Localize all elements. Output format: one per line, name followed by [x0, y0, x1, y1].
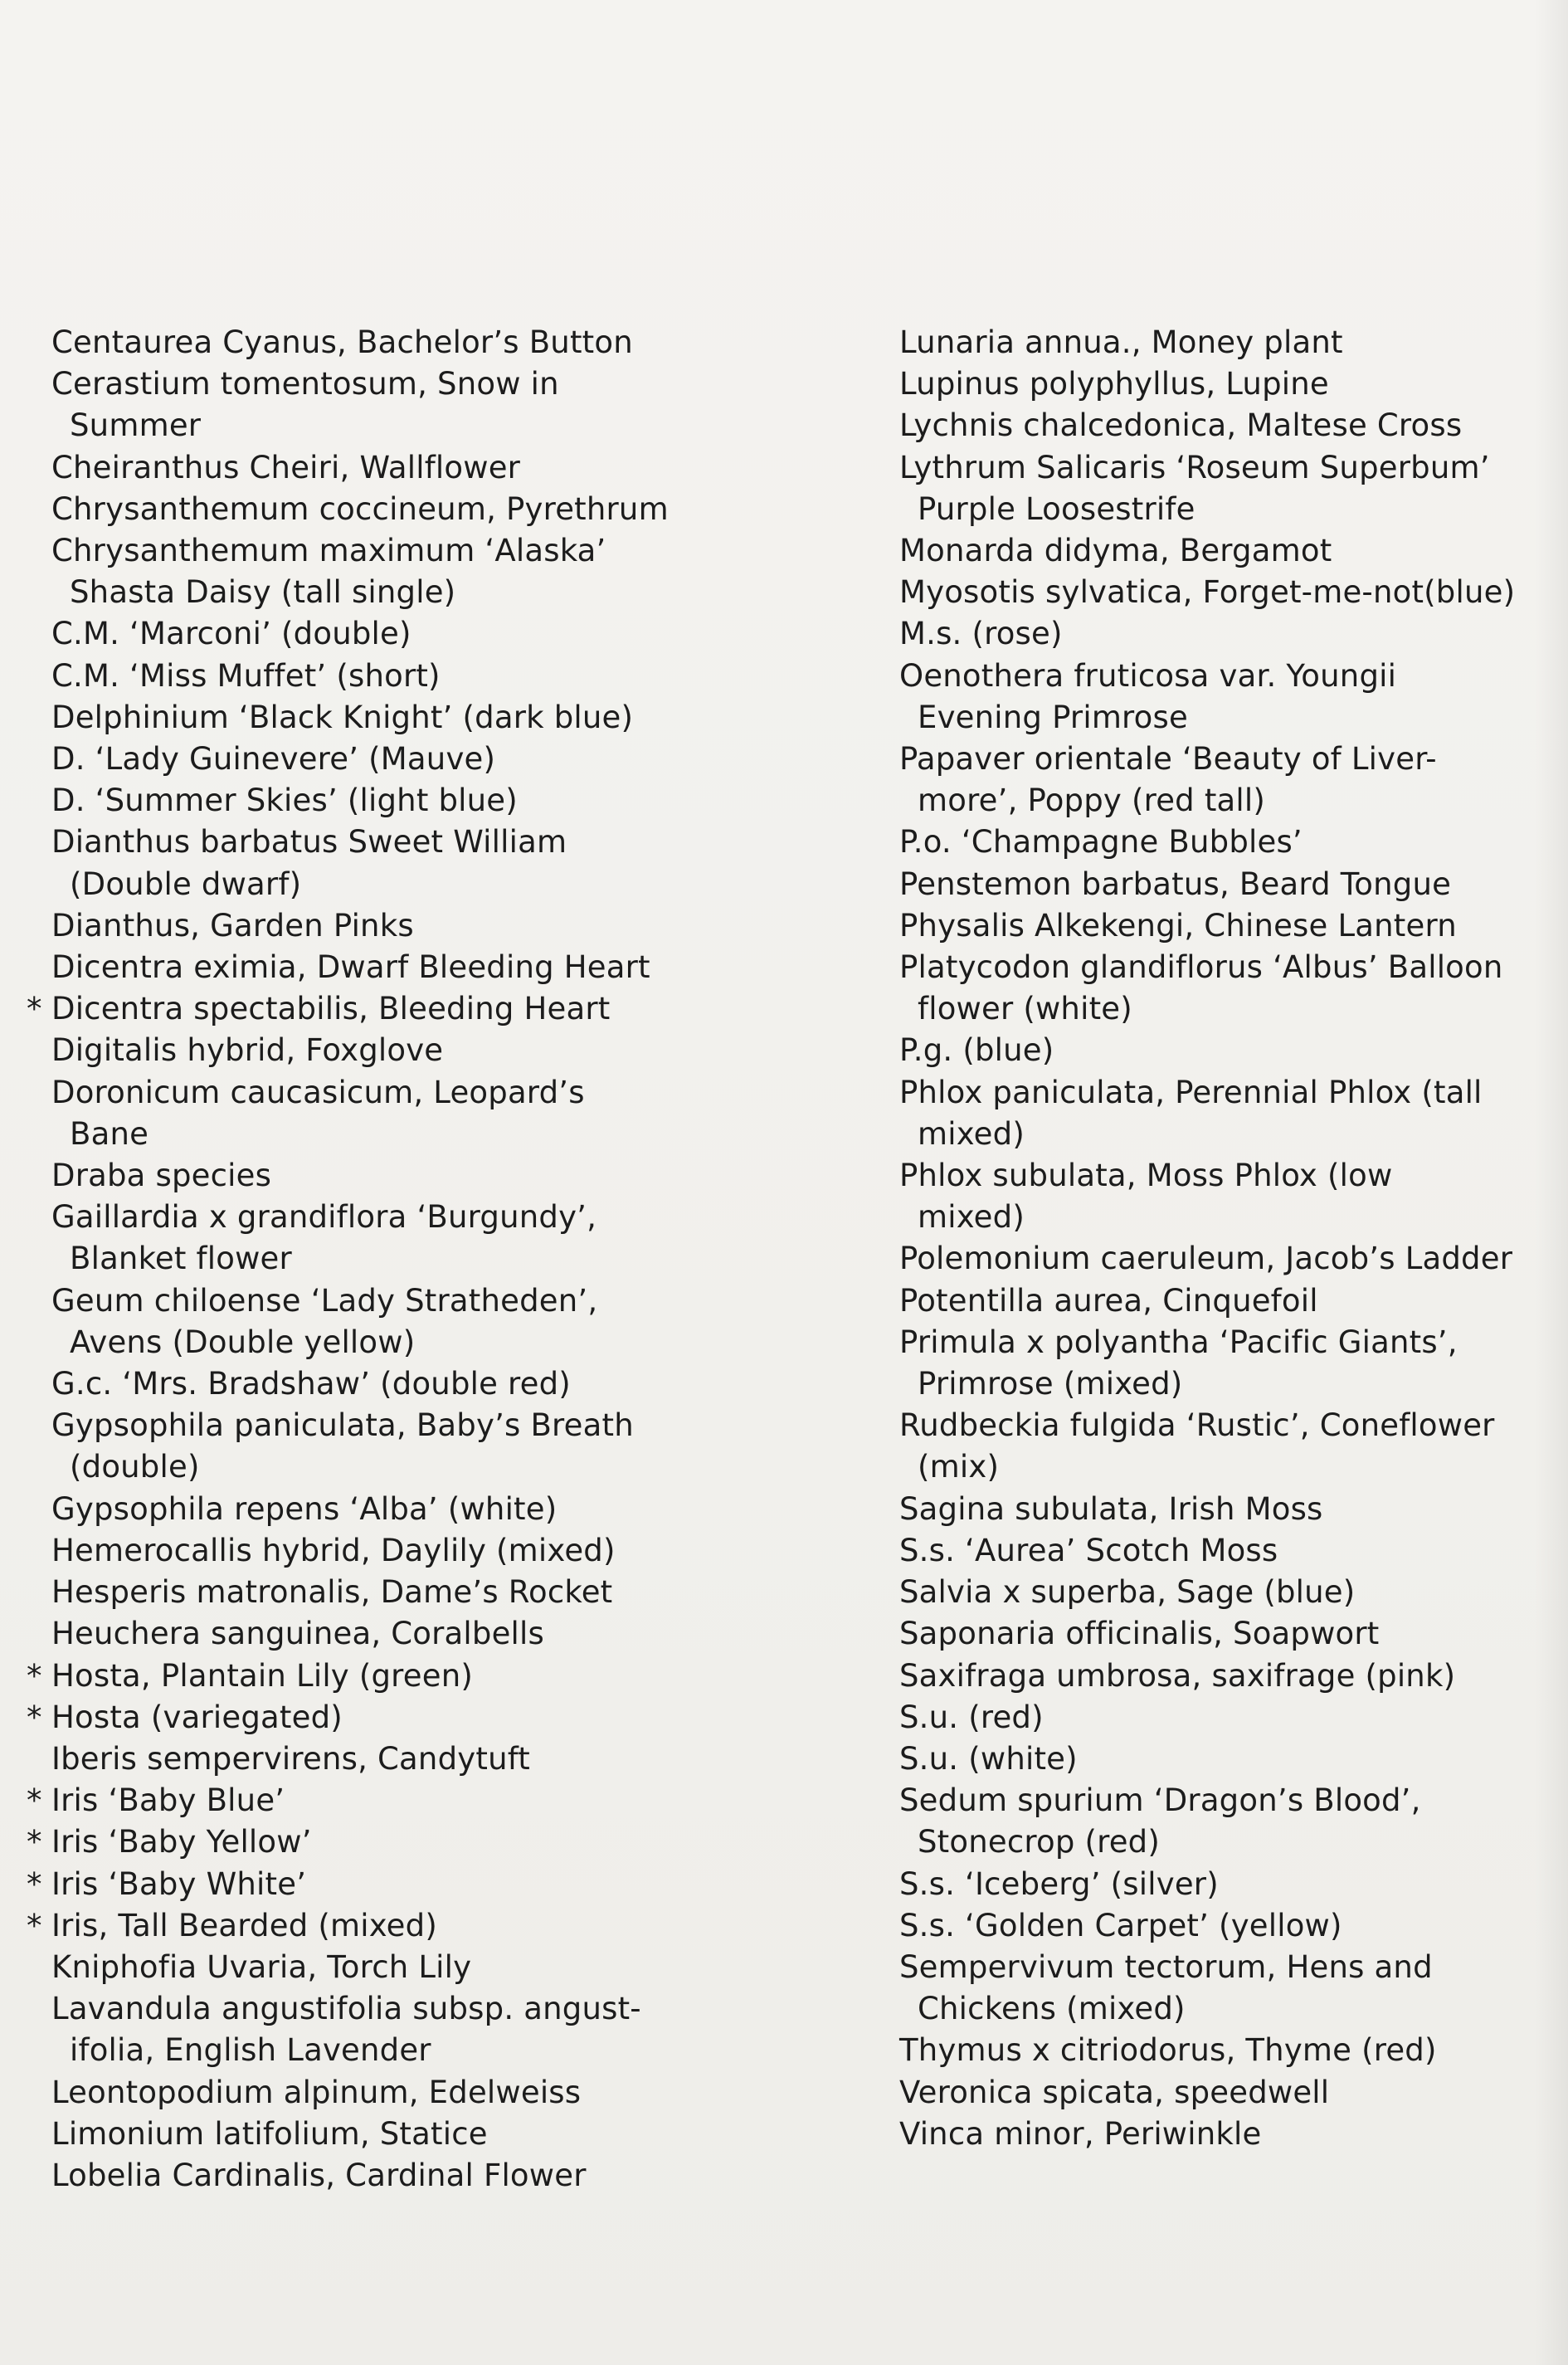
plant-entry	[898, 1864, 1553, 1905]
plant-entry	[50, 822, 879, 863]
plant-entry	[50, 322, 879, 363]
plant-entry	[50, 530, 879, 572]
plant-entry-text: Leontopodium alpinum, Edelweiss	[51, 2074, 582, 2110]
plant-entry	[50, 489, 879, 530]
plant-entry-text: Summer	[70, 407, 202, 444]
plant-entry-text: Sagina subulata, Irish Moss	[899, 1490, 1323, 1527]
plant-entry-text: Iris, Tall Bearded (mixed)	[51, 1907, 437, 1943]
plant-entry	[50, 1738, 879, 1780]
plant-entry-text: Stonecrop (red)	[918, 1824, 1160, 1860]
plant-entry-text: Hemerocallis hybrid, Daylily (mixed)	[51, 1532, 616, 1568]
plant-entry-text: Papaver orientale ‘Beauty of Liver-	[899, 741, 1437, 778]
plant-entry	[50, 1155, 879, 1197]
plant-entry	[50, 1405, 879, 1446]
plant-entry	[50, 1572, 879, 1613]
plant-entry-text: Chrysanthemum maximum ‘Alaska’	[51, 533, 606, 569]
plant-entry	[898, 2072, 1553, 2114]
plant-entry	[898, 1030, 1553, 1071]
plant-entry	[50, 2072, 879, 2114]
plant-entry-text: Polemonium caeruleum, Jacob’s Ladder	[899, 1241, 1513, 1277]
plant-entry-continuation	[50, 405, 879, 446]
plant-entry-text: Hesperis matronalis, Dame’s Rocket	[51, 1574, 613, 1611]
plant-entry	[50, 1363, 879, 1405]
plant-entry-text: Phlox paniculata, Perennial Phlox (tall	[899, 1074, 1483, 1110]
plant-entry-text: Penstemon barbatus, Beard Tongue	[899, 866, 1452, 902]
plant-entry	[898, 905, 1553, 947]
plant-entry	[50, 613, 879, 655]
plant-entry-text: P.o. ‘Champagne Bubbles’	[899, 824, 1303, 861]
plant-entry-text: Gypsophila repens ‘Alba’ (white)	[51, 1490, 558, 1527]
plant-entry-text: Rudbeckia fulgida ‘Rustic’, Coneflower	[899, 1407, 1495, 1444]
plant-entry-text: Salvia x superba, Sage (blue)	[899, 1574, 1356, 1611]
plant-entry	[50, 905, 879, 947]
plant-entry-text: Primula x polyantha ‘Pacific Giants’,	[899, 1324, 1458, 1360]
plant-entry-text: Dicentra eximia, Dwarf Bleeding Heart	[51, 949, 650, 986]
plant-entry-text: Avens (Double yellow)	[70, 1324, 416, 1360]
plant-entry	[898, 1405, 1553, 1446]
plant-entry-text: Delphinium ‘Black Knight’ (dark blue)	[51, 699, 634, 735]
plant-entry-text: Thymus x citriodorus, Thyme (red)	[899, 2032, 1437, 2069]
plant-entry-text: S.u. (white)	[899, 1740, 1078, 1777]
plant-entry-text: Dicentra spectabilis, Bleeding Heart	[51, 991, 611, 1027]
plant-entry	[50, 1197, 879, 1238]
plant-entry-text: Gypsophila paniculata, Baby’s Breath	[51, 1407, 634, 1444]
plant-entry-text: ifolia, English Lavender	[70, 2032, 431, 2069]
plant-entry	[50, 697, 879, 739]
plant-entry	[27, 1656, 879, 1697]
plant-entry	[898, 1738, 1553, 1780]
plant-entry-text: Limonium latifolium, Statice	[51, 2115, 488, 2152]
asterisk-marker: *	[27, 1699, 42, 1735]
plant-entry-text: Lobelia Cardinalis, Cardinal Flower	[51, 2157, 587, 2193]
plant-entry-text: Iris ‘Baby White’	[51, 1865, 307, 1902]
plant-entry-text: P.g. (blue)	[899, 1032, 1054, 1069]
plant-entry	[898, 1572, 1553, 1613]
plant-entry-text: Centaurea Cyanus, Bachelor’s Button	[51, 324, 633, 360]
plant-entry-text: Oenothera fruticosa var. Youngii	[899, 657, 1397, 694]
plant-entry-continuation	[898, 1446, 1553, 1488]
asterisk-marker: *	[27, 1824, 42, 1860]
plant-entry-text: Potentilla aurea, Cinquefoil	[899, 1282, 1318, 1319]
plant-entry-continuation	[898, 1114, 1553, 1155]
plant-entry-text: Iris ‘Baby Blue’	[51, 1782, 285, 1819]
plant-entry	[898, 405, 1553, 446]
plant-entry-text: Hosta, Plantain Lily (green)	[51, 1657, 473, 1694]
plant-entry	[898, 2114, 1553, 2155]
asterisk-marker: *	[27, 991, 42, 1027]
plant-entry-text: Cheiranthus Cheiri, Wallflower	[51, 449, 521, 485]
plant-entry	[898, 1656, 1553, 1697]
plant-entry-text: Iberis sempervirens, Candytuft	[51, 1740, 531, 1777]
plant-entry-text: Lavandula angustifolia subsp. angust-	[51, 1991, 641, 2027]
plant-entry-continuation	[50, 1446, 879, 1488]
plant-entry-text: Primrose (mixed)	[918, 1366, 1183, 1402]
plant-entry-text: D. ‘Lady Guinevere’ (Mauve)	[51, 741, 496, 778]
plant-entry-text: Lychnis chalcedonica, Maltese Cross	[899, 407, 1463, 444]
plant-entry	[898, 1780, 1553, 1821]
plant-list-left-column	[27, 322, 879, 2197]
plant-entry-text: Iris ‘Baby Yellow’	[51, 1824, 312, 1860]
plant-entry-text: S.s. ‘Aurea’ Scotch Moss	[899, 1532, 1278, 1568]
asterisk-marker: *	[27, 1865, 42, 1902]
plant-entry-text: Cerastium tomentosum, Snow in	[51, 366, 559, 402]
plant-entry	[898, 447, 1553, 489]
plant-entry	[50, 447, 879, 489]
plant-entry-text: S.u. (red)	[899, 1699, 1044, 1735]
plant-entry-text: mixed)	[918, 1115, 1025, 1152]
plant-entry	[50, 1530, 879, 1572]
plant-entry-text: Platycodon glandiflorus ‘Albus’ Balloon	[899, 949, 1503, 986]
plant-entry-text: C.M. ‘Marconi’ (double)	[51, 616, 411, 652]
plant-entry	[898, 1155, 1553, 1197]
plant-entry-text: Shasta Daisy (tall single)	[70, 574, 456, 611]
plant-entry-text: Physalis Alkekengi, Chinese Lantern	[899, 907, 1457, 944]
plant-entry-continuation	[50, 1238, 879, 1280]
plant-entry-text: flower (white)	[918, 991, 1132, 1027]
plant-entry	[27, 1697, 879, 1738]
plant-entry	[27, 1821, 879, 1863]
plant-entry	[898, 1280, 1553, 1322]
plant-entry-text: Lythrum Salicaris ‘Roseum Superbum’	[899, 449, 1490, 485]
plant-entry-text: Digitalis hybrid, Foxglove	[51, 1032, 444, 1069]
plant-entry	[898, 363, 1553, 405]
plant-entry-continuation	[50, 864, 879, 905]
plant-entry-continuation	[898, 489, 1553, 530]
plant-entry	[898, 530, 1553, 572]
plant-entry	[898, 1947, 1553, 1988]
plant-entry-text: (double)	[70, 1449, 200, 1485]
plant-entry-continuation	[50, 2030, 879, 2071]
plant-entry-text: (Double dwarf)	[70, 866, 302, 902]
plant-entry-text: C.M. ‘Miss Muffet’ (short)	[51, 657, 441, 694]
plant-entry-text: (mix)	[918, 1449, 1000, 1485]
plant-entry	[50, 1072, 879, 1114]
plant-entry-text: Veronica spicata, speedwell	[899, 2074, 1330, 2110]
plant-entry	[50, 780, 879, 822]
plant-entry	[50, 2114, 879, 2155]
asterisk-marker: *	[27, 1782, 42, 1819]
plant-entry-text: Sempervivum tectorum, Hens and	[899, 1948, 1433, 1985]
plant-entry-text: Kniphofia Uvaria, Torch Lily	[51, 1948, 472, 1985]
plant-entry	[27, 1864, 879, 1905]
plant-entry	[898, 1238, 1553, 1280]
plant-entry	[898, 613, 1553, 655]
plant-entry-text: Blanket flower	[70, 1241, 292, 1277]
plant-entry-text: Purple Loosestrife	[918, 490, 1195, 527]
plant-entry	[898, 572, 1553, 613]
plant-entry	[50, 1030, 879, 1071]
plant-entry	[898, 822, 1553, 863]
plant-entry-text: mixed)	[918, 1199, 1025, 1236]
plant-entry	[50, 1988, 879, 2030]
plant-entry	[898, 1905, 1553, 1947]
plant-entry-text: Vinca minor, Periwinkle	[899, 2115, 1262, 2152]
plant-entry	[50, 1280, 879, 1322]
plant-entry-continuation	[898, 988, 1553, 1030]
plant-entry-text: Dianthus, Garden Pinks	[51, 907, 414, 944]
plant-entry-continuation	[50, 572, 879, 613]
plant-entry-text: Heuchera sanguinea, Coralbells	[51, 1616, 544, 1652]
plant-entry-text: Monarda didyma, Bergamot	[899, 533, 1332, 569]
plant-entry-text: more’, Poppy (red tall)	[918, 783, 1266, 819]
plant-entry	[898, 2030, 1553, 2071]
plant-entry-text: Saponaria officinalis, Soapwort	[899, 1616, 1380, 1652]
plant-entry-text: S.s. ‘Iceberg’ (silver)	[899, 1865, 1219, 1902]
plant-entry-text: Sedum spurium ‘Dragon’s Blood’,	[899, 1782, 1421, 1819]
plant-entry-text: Evening Primrose	[918, 699, 1188, 735]
plant-entry-text: Chickens (mixed)	[918, 1991, 1186, 2027]
plant-entry	[50, 363, 879, 405]
asterisk-marker: *	[27, 1907, 42, 1943]
plant-entry	[898, 322, 1553, 363]
plant-entry	[27, 1905, 879, 1947]
plant-entry	[898, 947, 1553, 988]
plant-entry-text: Phlox subulata, Moss Phlox (low	[899, 1158, 1393, 1194]
plant-entry	[50, 739, 879, 780]
plant-entry-text: Draba species	[51, 1158, 272, 1194]
plant-entry	[27, 1780, 879, 1821]
plant-entry-text: M.s. (rose)	[899, 616, 1063, 652]
plant-entry	[898, 1697, 1553, 1738]
plant-entry	[50, 947, 879, 988]
plant-entry	[898, 864, 1553, 905]
plant-entry-text: Hosta (variegated)	[51, 1699, 343, 1735]
plant-entry-text: Lunaria annua., Money plant	[899, 324, 1343, 360]
plant-entry	[50, 1947, 879, 1988]
plant-entry	[50, 1489, 879, 1530]
plant-entry	[898, 1530, 1553, 1572]
plant-entry	[50, 2155, 879, 2197]
plant-entry-continuation	[898, 1197, 1553, 1238]
plant-entry-continuation	[898, 697, 1553, 739]
plant-entry-continuation	[898, 1821, 1553, 1863]
plant-entry-text: Chrysanthemum coccineum, Pyrethrum	[51, 490, 669, 527]
plant-entry-text: Doronicum caucasicum, Leopard’s	[51, 1074, 585, 1110]
plant-entry	[898, 739, 1553, 780]
plant-entry	[898, 1322, 1553, 1363]
plant-entry-text: Bane	[70, 1115, 149, 1152]
plant-entry	[27, 988, 879, 1030]
plant-entry	[50, 1613, 879, 1655]
plant-entry	[898, 1072, 1553, 1114]
plant-entry-text: G.c. ‘Mrs. Bradshaw’ (double red)	[51, 1366, 571, 1402]
asterisk-marker: *	[27, 1657, 42, 1694]
plant-entry-text: Lupinus polyphyllus, Lupine	[899, 366, 1329, 402]
plant-entry	[50, 656, 879, 697]
plant-entry-continuation	[50, 1114, 879, 1155]
plant-entry-text: Gaillardia x grandiflora ‘Burgundy’,	[51, 1199, 597, 1236]
plant-entry-text: Dianthus barbatus Sweet William	[51, 824, 567, 861]
plant-entry	[898, 656, 1553, 697]
plant-entry-continuation	[898, 780, 1553, 822]
plant-entry-text: Saxifraga umbrosa, saxifrage (pink)	[899, 1657, 1456, 1694]
plant-list-right-column	[898, 322, 1553, 2155]
plant-entry-text: S.s. ‘Golden Carpet’ (yellow)	[899, 1907, 1342, 1943]
plant-entry-continuation	[898, 1363, 1553, 1405]
plant-entry	[898, 1613, 1553, 1655]
plant-entry-continuation	[50, 1322, 879, 1363]
plant-entry-text: D. ‘Summer Skies’ (light blue)	[51, 783, 518, 819]
plant-entry-continuation	[898, 1988, 1553, 2030]
plant-entry-text: Geum chiloense ‘Lady Stratheden’,	[51, 1282, 598, 1319]
plant-entry-text: Myosotis sylvatica, Forget-me-not(blue)	[899, 574, 1516, 611]
plant-entry	[898, 1489, 1553, 1530]
